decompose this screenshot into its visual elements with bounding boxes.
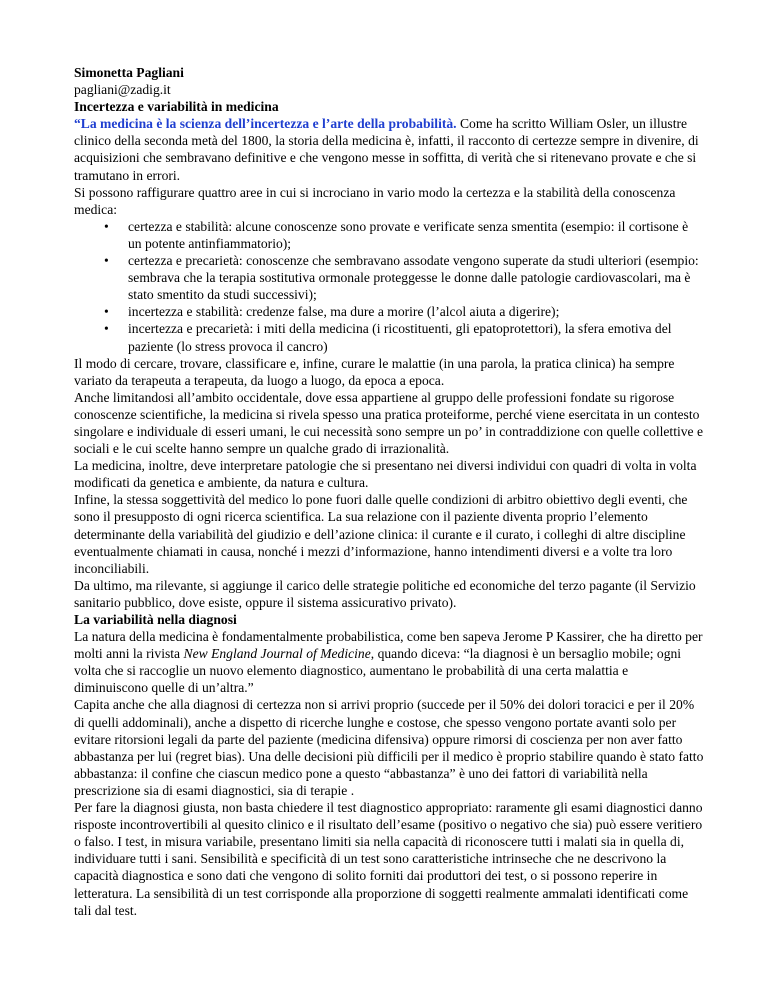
- kassirer-paragraph: [74, 628, 704, 696]
- intro-rest: Come ha scritto William Osler, un illustre clinico della seconda metà del 1800, la storia della medicina è, infatti, il racconto di certezze sempre in divenire, di acquisizioni che sembravano definitive e che vengono messe in soffitta, di verità che si ritenevano provate e che si tramutano in errori.: [74, 116, 699, 183]
- intro-paragraph: [74, 115, 704, 183]
- bullet-icon: •: [104, 304, 109, 320]
- list-item-text: incertezza e precarietà: i miti della medicina (i ricostituenti, gli epatoprotettori), la sfera emotiva del paziente (lo stress provoca il cancro): [128, 321, 672, 354]
- bullet-icon: •: [104, 218, 109, 234]
- journal-name: New England Journal of Medicine: [183, 646, 371, 662]
- author-email: pagliani@zadig.it: [74, 82, 171, 98]
- author-name: Simonetta Pagliani: [74, 65, 184, 80]
- areas-paragraph: Si possono raffigurare quattro aree in cui si incrociano in vario modo la certezza e la stabilità della conoscenza medica:: [74, 184, 676, 217]
- list-item-text: certezza e stabilità: alcune conoscenze sono provate e verificate senza smentita (esempio: il cortisone è un potente antinfiammatorio);: [128, 218, 689, 251]
- body-paragraph: Anche limitandosi all’ambito occidentale, dove essa appartiene al gruppo delle professioni fondate su rigorose conoscenze scientifiche, la medicina si rivela spesso una pratica proteiforme, perché viene esercitata in un contesto singolare e individuale di esseri umani, le cui necessità sono sempre un po’ in contraddizione con quelle collettive e sociali e le cui scelte hanno sempre un qualche grado di irrazionalità.: [74, 389, 704, 457]
- body-paragraph: La medicina, inoltre, deve interpretare patologie che si presentano nei diversi individui con quadri di volta in volta modificati da genetica e ambiente, da natura e cultura.: [74, 458, 697, 491]
- body-paragraph: Da ultimo, ma rilevante, si aggiunge il carico delle strategie politiche ed economiche del terzo pagante (il Servizio sanitario pubblico, dove esiste, oppure il sistema assicurativo privato).: [74, 577, 696, 610]
- body-paragraph: Infine, la stessa soggettività del medico lo pone fuori dalle quelle condizioni di arbitro obiettivo degli eventi, che sono il presupposto di ogni ricerca scientifica. La sua relazione con il paziente diventa proprio l’elemento determinante della variabilità del giudizio e dell’azione clinica: il curante e il curato, i colleghi di altre discipline eventualmente chiamati in causa, nonché i mezzi d’informazione, hanno intendimenti diversi e a volte tra loro inconciliabili.: [74, 492, 688, 576]
- areas-list: [74, 218, 704, 355]
- list-item: [74, 252, 704, 303]
- list-item: [74, 218, 704, 252]
- kassirer-before: La natura della medicina è fondamentalmente probabilistica, come ben sapeva Jerome P Kassirer, che ha diretto per molti anni la rivista: [74, 629, 703, 662]
- list-item-text: incertezza e stabilità: credenze false, ma dure a morire (l’alcol aiuta a digerire);: [128, 304, 560, 320]
- body-paragraph: Il modo di cercare, trovare, classificare e, infine, curare le malattie (in una parola, la pratica clinica) ha sempre variato da terapeuta a terapeuta, da luogo a luogo, da epoca a epoca.: [74, 355, 675, 388]
- list-item: [74, 320, 704, 354]
- bullet-icon: •: [104, 253, 109, 269]
- body-paragraph: Per fare la diagnosi giusta, non basta chiedere il test diagnostico appropriato: raramente gli esami diagnostici danno risposte incontrovertibili al quesito clinico e il risultato dell’esame (positivo o negativo che sia) può essere veritiero o falso. I test, in misura variabile, presentano limiti sia nella capacità di riconoscere tutti i malati sia in quella di, individuare tutti i sani. Sensibilità e specificità di un test sono caratteristiche intrinseche che ne descrivono la capacità diagnostica e sono dati che vengono di solito forniti dai produttori dei test, o si possono reperire in letteratura. La sensibilità di un test corrisponde alla proporzione di soggetti realmente ammalati identificati come tali dal test.: [74, 800, 703, 918]
- section-heading: La variabilità nella diagnosi: [74, 612, 237, 627]
- document-title: Incertezza e variabilità in medicina: [74, 99, 279, 115]
- bullet-icon: •: [104, 321, 109, 337]
- document-page: [74, 64, 704, 919]
- body-paragraph: Capita anche che alla diagnosi di certezza non si arrivi proprio (succede per il 50% dei dolori toracici e per il 20% di quelli addominali), anche a dispetto di ricerche lunghe e costose, che spesso vengono portate avanti solo per evitare ritorsioni legali da parte del paziente (medicina difensiva) oppure rimorsi di coscienza per non aver fatto abbastanza per lui (regret bias). Una delle decisioni più difficili per il medico è proprio stabilire quando è stato fatto abbastanza: il confine che ciascun medico pone a questo “abbastanza” è uno dei fattori di variabilità nella prescrizione sia di esami diagnostici, sia di terapie .: [74, 697, 704, 798]
- list-item-text: certezza e precarietà: conoscenze che sembravano assodate vengono superate da studi ulteriori (esempio: sembrava che la terapia sostitutiva ormonale proteggesse le donne dalle patologie cardiovascolari, ma è stato smentito da studi successivi);: [128, 253, 699, 303]
- intro-quote: “La medicina è la scienza dell’incertezza e l’arte della probabilità.: [74, 116, 457, 132]
- kassirer-after: , quando diceva: “la diagnosi è un bersaglio mobile; ogni volta che si raccoglie un nuovo elemento diagnostico, aumentano le probabilità di una certa malattia e diminuiscono quelle di un’altra.”: [74, 646, 682, 696]
- list-item: [74, 303, 704, 320]
